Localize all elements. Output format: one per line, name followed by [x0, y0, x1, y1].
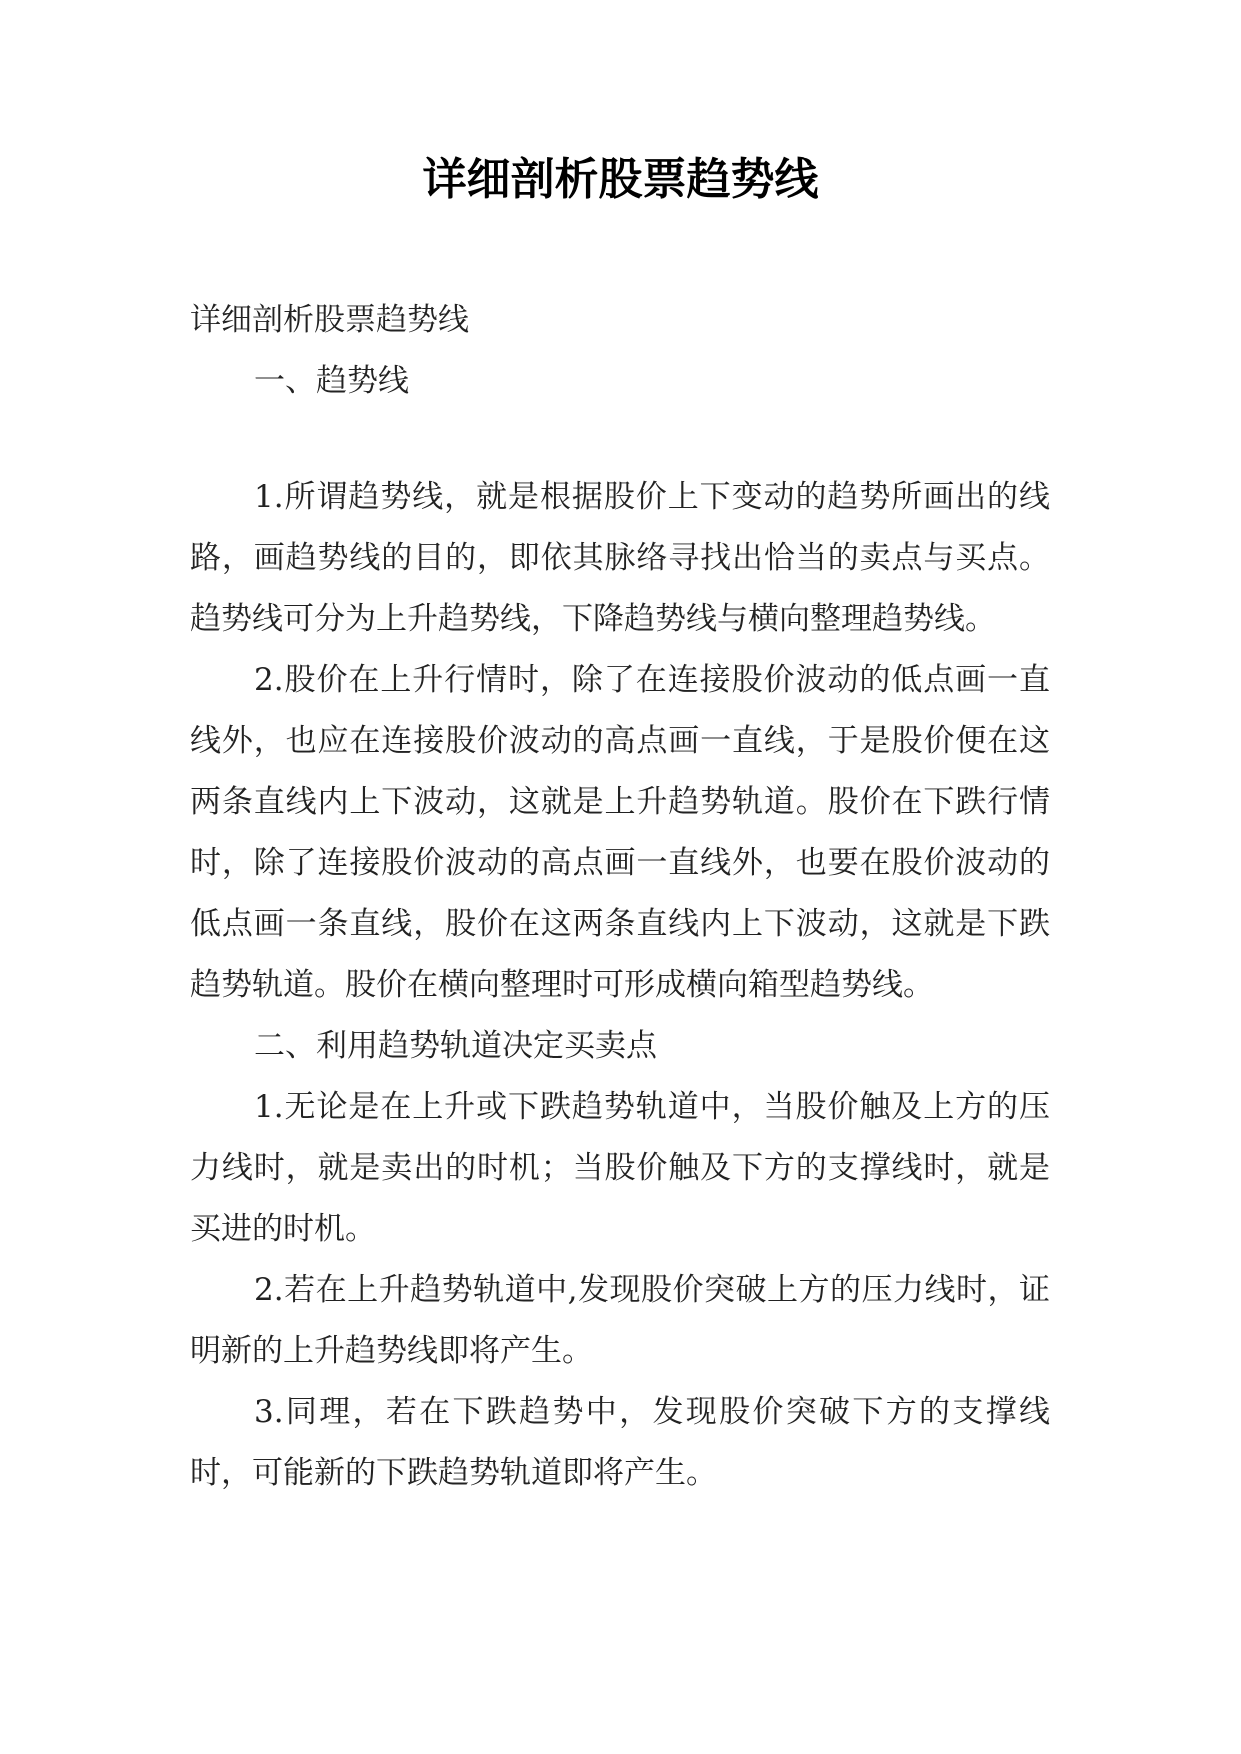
paragraph: 3.同理，若在下跌趋势中，发现股价突破下方的支撑线时，可能新的下跌趋势轨道即将产生。	[190, 1394, 1050, 1491]
section-heading-2: 二、利用趋势轨道决定买卖点	[254, 1028, 657, 1064]
document-body	[190, 290, 1050, 1504]
paragraph: 1.所谓趋势线，就是根据股价上下变动的趋势所画出的线路，画趋势线的目的，即依其脉络寻找出恰当的卖点与买点。趋势线可分为上升趋势线，下降趋势线与横向整理趋势线。	[190, 479, 1050, 637]
paragraph: 2.若在上升趋势轨道中,发现股价突破上方的压力线时，证明新的上升趋势线即将产生。	[190, 1272, 1050, 1369]
document-title: 详细剖析股票趋势线	[422, 154, 819, 205]
spacer	[190, 412, 1050, 467]
paragraph-subtitle: 详细剖析股票趋势线	[190, 302, 469, 338]
paragraph: 2.股价在上升行情时，除了在连接股价波动的低点画一直线外，也应在连接股价波动的高点画一直线，于是股价便在这两条直线内上下波动，这就是上升趋势轨道。股价在下跌行情时，除了连接股价波动的高点画一直线外，也要在股价波动的低点画一条直线，股价在这两条直线内上下波动，这就是下跌趋势轨道。股价在横向整理时可形成横向箱型趋势线。	[190, 662, 1050, 1003]
section-heading-1: 一、趋势线	[254, 363, 409, 399]
paragraph: 1.无论是在上升或下跌趋势轨道中，当股价触及上方的压力线时，就是卖出的时机；当股价触及下方的支撑线时，就是买进的时机。	[190, 1089, 1050, 1247]
